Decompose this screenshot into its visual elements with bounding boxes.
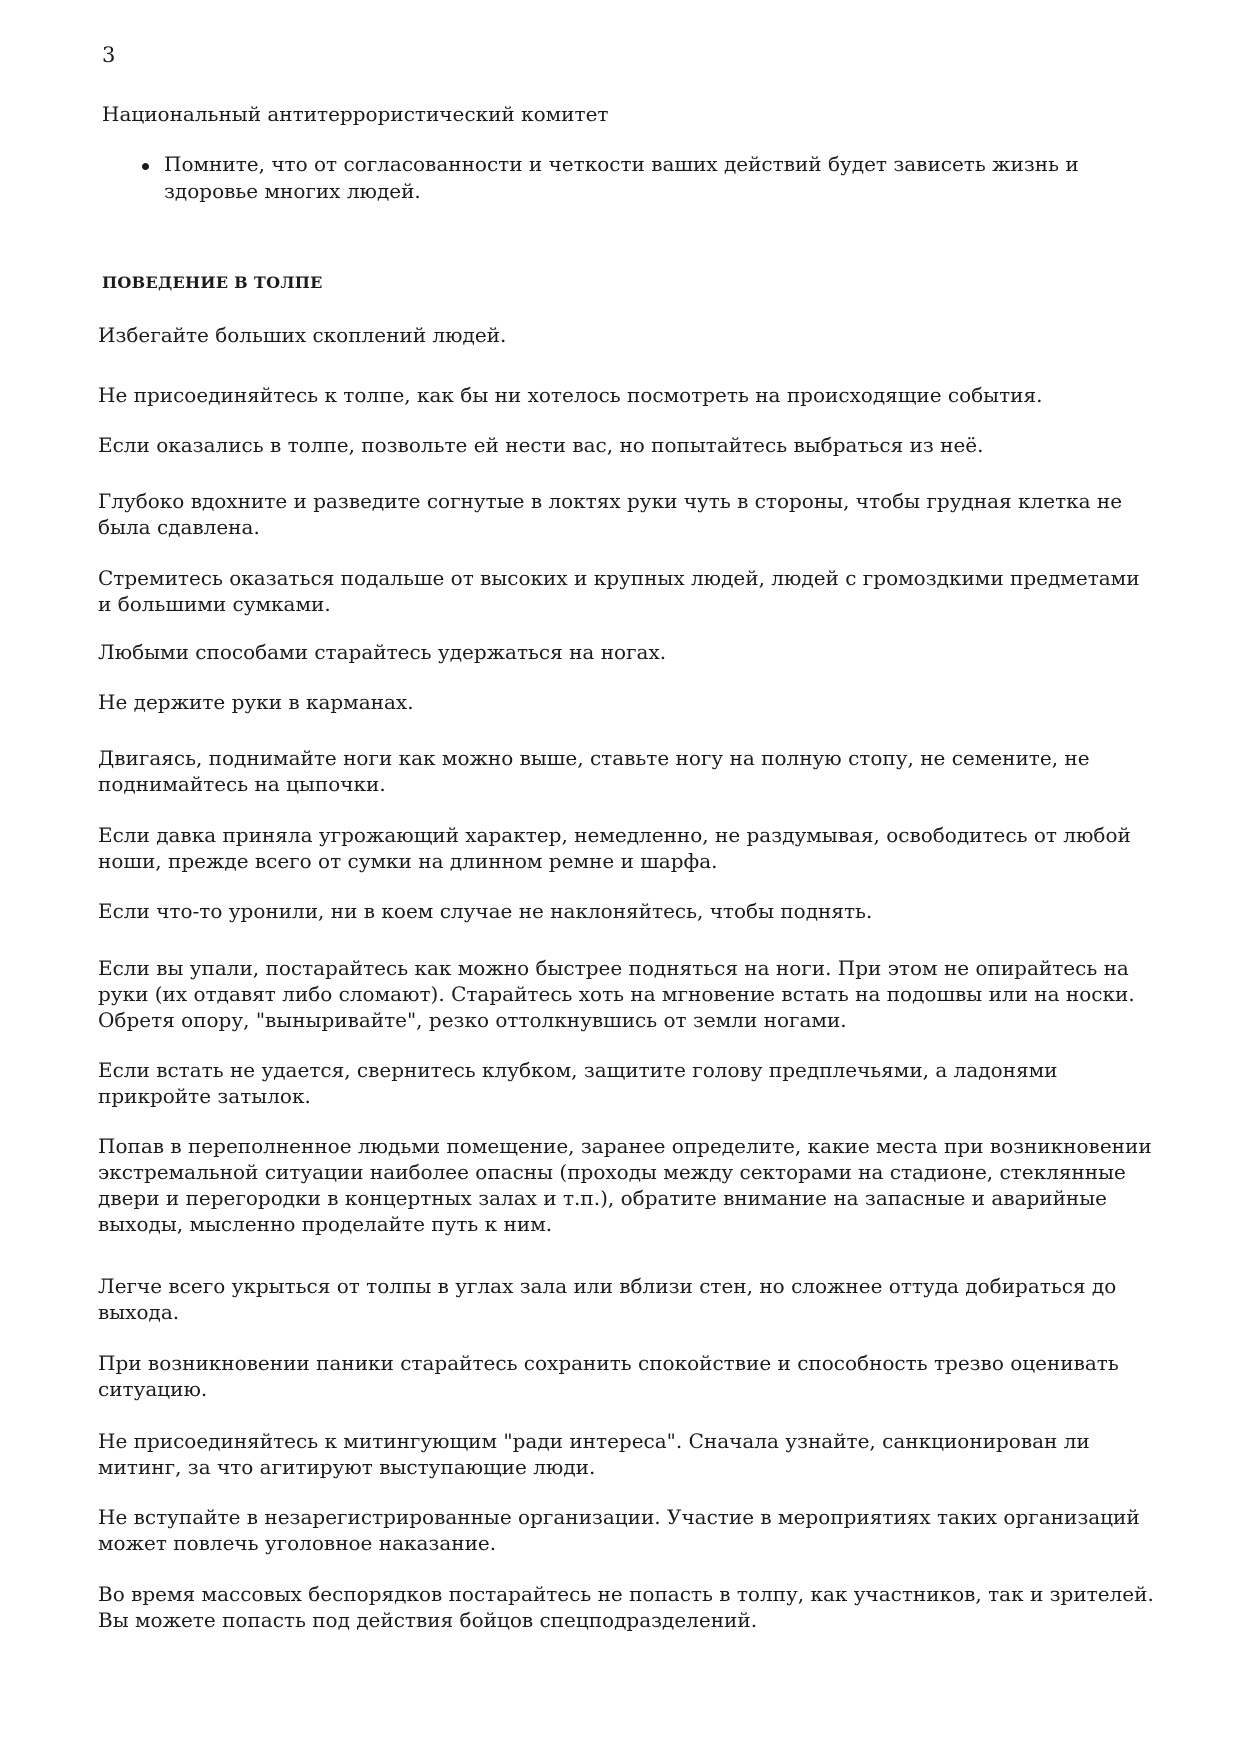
paragraph: Двигаясь, поднимайте ноги как можно выше, ставьте ногу на полную стопу, не семените, не поднимайтесь на цыпочки.: [98, 746, 1090, 796]
paragraph: Легче всего укрыться от толпы в углах зала или вблизи стен, но сложнее оттуда добираться до выхода.: [98, 1274, 1117, 1324]
paragraph: Если вы упали, постарайтесь как можно быстрее подняться на ноги. При этом не опирайтесь на руки (их отдавят либо сломают). Старайтесь хоть на мгновение встать на подошвы или на носки. Обретя опору, "выныривайте", резко оттолкнувшись от земли ногами.: [98, 956, 1135, 1032]
paragraph: Если что-то уронили, ни в коем случае не наклоняйтесь, чтобы поднять.: [98, 899, 873, 923]
section-title: ПОВЕДЕНИЕ В ТОЛПЕ: [102, 273, 323, 292]
paragraph: Попав в переполненное людьми помещение, заранее определите, какие места при возникновении экстремальной ситуации наиболее опасны (проходы между секторами на стадионе, стеклянные двери и перегородки в концертных залах и т.п.), обратите внимание на запасные и аварийные выходы, мысленно проделайте путь к ним.: [98, 1134, 1152, 1236]
paragraph: Не присоединяйтесь к толпе, как бы ни хотелось посмотреть на происходящие события.: [98, 383, 1043, 407]
paragraph: Если оказались в толпе, позвольте ей нести вас, но попытайтесь выбраться из неё.: [98, 433, 984, 457]
paragraph: Не вступайте в незарегистрированные организации. Участие в мероприятиях таких организаций может повлечь уголовное наказание.: [98, 1505, 1140, 1555]
organization-header: Национальный антитеррористический комитет: [102, 102, 609, 126]
paragraph: Если давка приняла угрожающий характер, немедленно, не раздумывая, освободитесь от любой ноши, прежде всего от сумки на длинном ремне и шарфа.: [98, 823, 1131, 873]
bullet-dot-icon: [142, 163, 149, 170]
page-number: 3: [102, 43, 116, 67]
paragraph: Любыми способами старайтесь удержаться на ногах.: [98, 640, 667, 664]
paragraph: Не держите руки в карманах.: [98, 690, 414, 714]
paragraph: Стремитесь оказаться подальше от высоких и крупных людей, людей с громоздкими предметами и большими сумками.: [98, 566, 1140, 616]
paragraph: Глубоко вдохните и разведите согнутые в локтях руки чуть в стороны, чтобы грудная клетка не была сдавлена.: [98, 489, 1123, 539]
bullet-item: [138, 151, 1138, 205]
paragraph: Избегайте больших скоплений людей.: [98, 323, 507, 347]
paragraph: Не присоединяйтесь к митингующим "ради интереса". Сначала узнайте, санкционирован ли митинг, за что агитируют выступающие люди.: [98, 1429, 1090, 1479]
paragraph: При возникновении паники старайтесь сохранить спокойствие и способность трезво оценивать ситуацию.: [98, 1351, 1119, 1401]
paragraph: Во время массовых беспорядков постарайтесь не попасть в толпу, как участников, так и зрителей. Вы можете попасть под действия бойцов спецподразделений.: [98, 1582, 1154, 1632]
paragraph: Если встать не удается, свернитесь клубком, защитите голову предплечьями, а ладонями прикройте затылок.: [98, 1058, 1058, 1108]
bullet-list: [138, 151, 1138, 205]
bullet-text: Помните, что от согласованности и четкости ваших действий будет зависеть жизнь и здоровье многих людей.: [164, 152, 1079, 203]
